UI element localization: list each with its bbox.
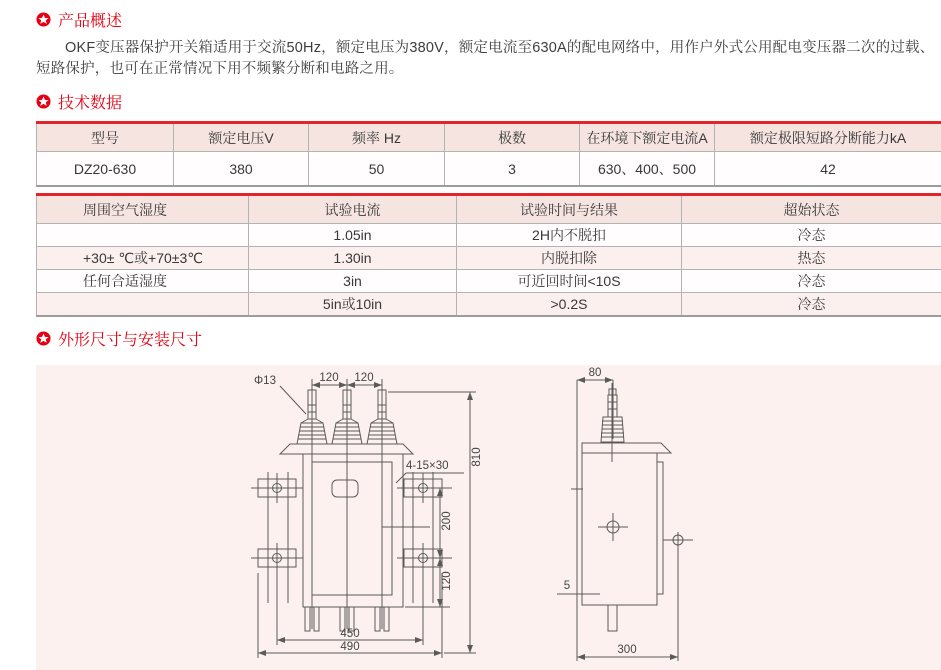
section-title-text: 外形尺寸与安装尺寸 — [58, 332, 203, 349]
table-cell: 冷态 — [682, 224, 941, 247]
content-area — [36, 0, 941, 670]
dim-label-phi13: Φ13 — [254, 375, 276, 387]
table-cell: 50 — [309, 152, 445, 187]
table-header-cell: 超始状态 — [682, 195, 941, 224]
table-cell — [37, 293, 249, 317]
dim-label-120-right: 120 — [354, 372, 374, 384]
dim-label-120-left: 120 — [319, 372, 339, 384]
section-title-tech-data — [36, 91, 941, 112]
table-cell: 3 — [445, 152, 580, 187]
table-cell: 热态 — [682, 247, 941, 270]
table-row — [37, 270, 941, 293]
table-header-cell: 在环境下额定电流A — [580, 123, 715, 152]
table-cell: 630、400、500 — [580, 152, 715, 187]
table-cell: >0.2S — [457, 293, 682, 317]
table-header-cell: 试验电流 — [249, 195, 457, 224]
star-bullet-icon — [36, 94, 51, 109]
dim-label-120-vertical: 120 — [441, 571, 453, 591]
front-view-drawing — [240, 369, 510, 670]
table-header-cell: 极数 — [445, 123, 580, 152]
table-header-cell: 额定极限短路分断能力kA — [715, 123, 941, 152]
overview-paragraph: OKF变压器保护开关箱适用于交流50Hz，额定电压为380V，额定电流至630A的配电网络中，用作户外式公用配电变压器二次的过载、短路保护，也可在正常情况下用不频繁分断和电路之用。 — [36, 40, 935, 77]
table-row — [37, 152, 941, 187]
table-header-row — [37, 195, 941, 224]
table-row — [37, 293, 941, 317]
dim-label-450: 450 — [340, 628, 360, 640]
table-cell: 3in — [249, 270, 457, 293]
table-cell: 可近回时间<10S — [457, 270, 682, 293]
table-row — [37, 247, 941, 270]
side-view-drawing — [555, 367, 755, 670]
table-cell: 冷态 — [682, 293, 941, 317]
dim-label-5: 5 — [563, 580, 571, 592]
table-cell: 1.05in — [249, 224, 457, 247]
table-cell: 380 — [174, 152, 309, 187]
table-header-row — [37, 123, 941, 152]
table-cell: 1.30in — [249, 247, 457, 270]
table-cell: 2H内不脱扣 — [457, 224, 682, 247]
dim-label-200: 200 — [441, 511, 453, 531]
dim-label-300: 300 — [617, 644, 637, 656]
table-header-cell: 型号 — [37, 123, 174, 152]
table-cell: 任何合适湿度 — [37, 270, 249, 293]
section-title-overview — [36, 9, 941, 30]
table-cell — [37, 224, 249, 247]
dim-label-810: 810 — [471, 447, 483, 467]
test-conditions-table — [36, 193, 941, 317]
dim-label-holes: 4-15×30 — [406, 460, 449, 472]
table-row — [37, 224, 941, 247]
table-cell: 5in或10in — [249, 293, 457, 317]
star-bullet-icon — [36, 331, 51, 346]
table-cell: 冷态 — [682, 270, 941, 293]
dim-label-490: 490 — [340, 641, 360, 653]
table-header-cell: 试验时间与结果 — [457, 195, 682, 224]
ratings-table — [36, 121, 941, 187]
section-title-text: 技术数据 — [58, 95, 123, 112]
table-cell: +30± ℃或+70±3℃ — [37, 247, 249, 270]
section-title-dimensions — [36, 328, 941, 349]
table-cell: 内脱扣除 — [457, 247, 682, 270]
dim-label-80: 80 — [588, 367, 602, 379]
table-header-cell: 频率 Hz — [309, 123, 445, 152]
dimension-drawings-panel — [36, 365, 941, 670]
section-title-text: 产品概述 — [58, 13, 123, 30]
table-header-cell: 周围空气湿度 — [37, 195, 249, 224]
table-cell: DZ20-630 — [37, 152, 174, 187]
star-bullet-icon — [36, 12, 51, 27]
table-cell: 42 — [715, 152, 941, 187]
table-header-cell: 额定电压V — [174, 123, 309, 152]
